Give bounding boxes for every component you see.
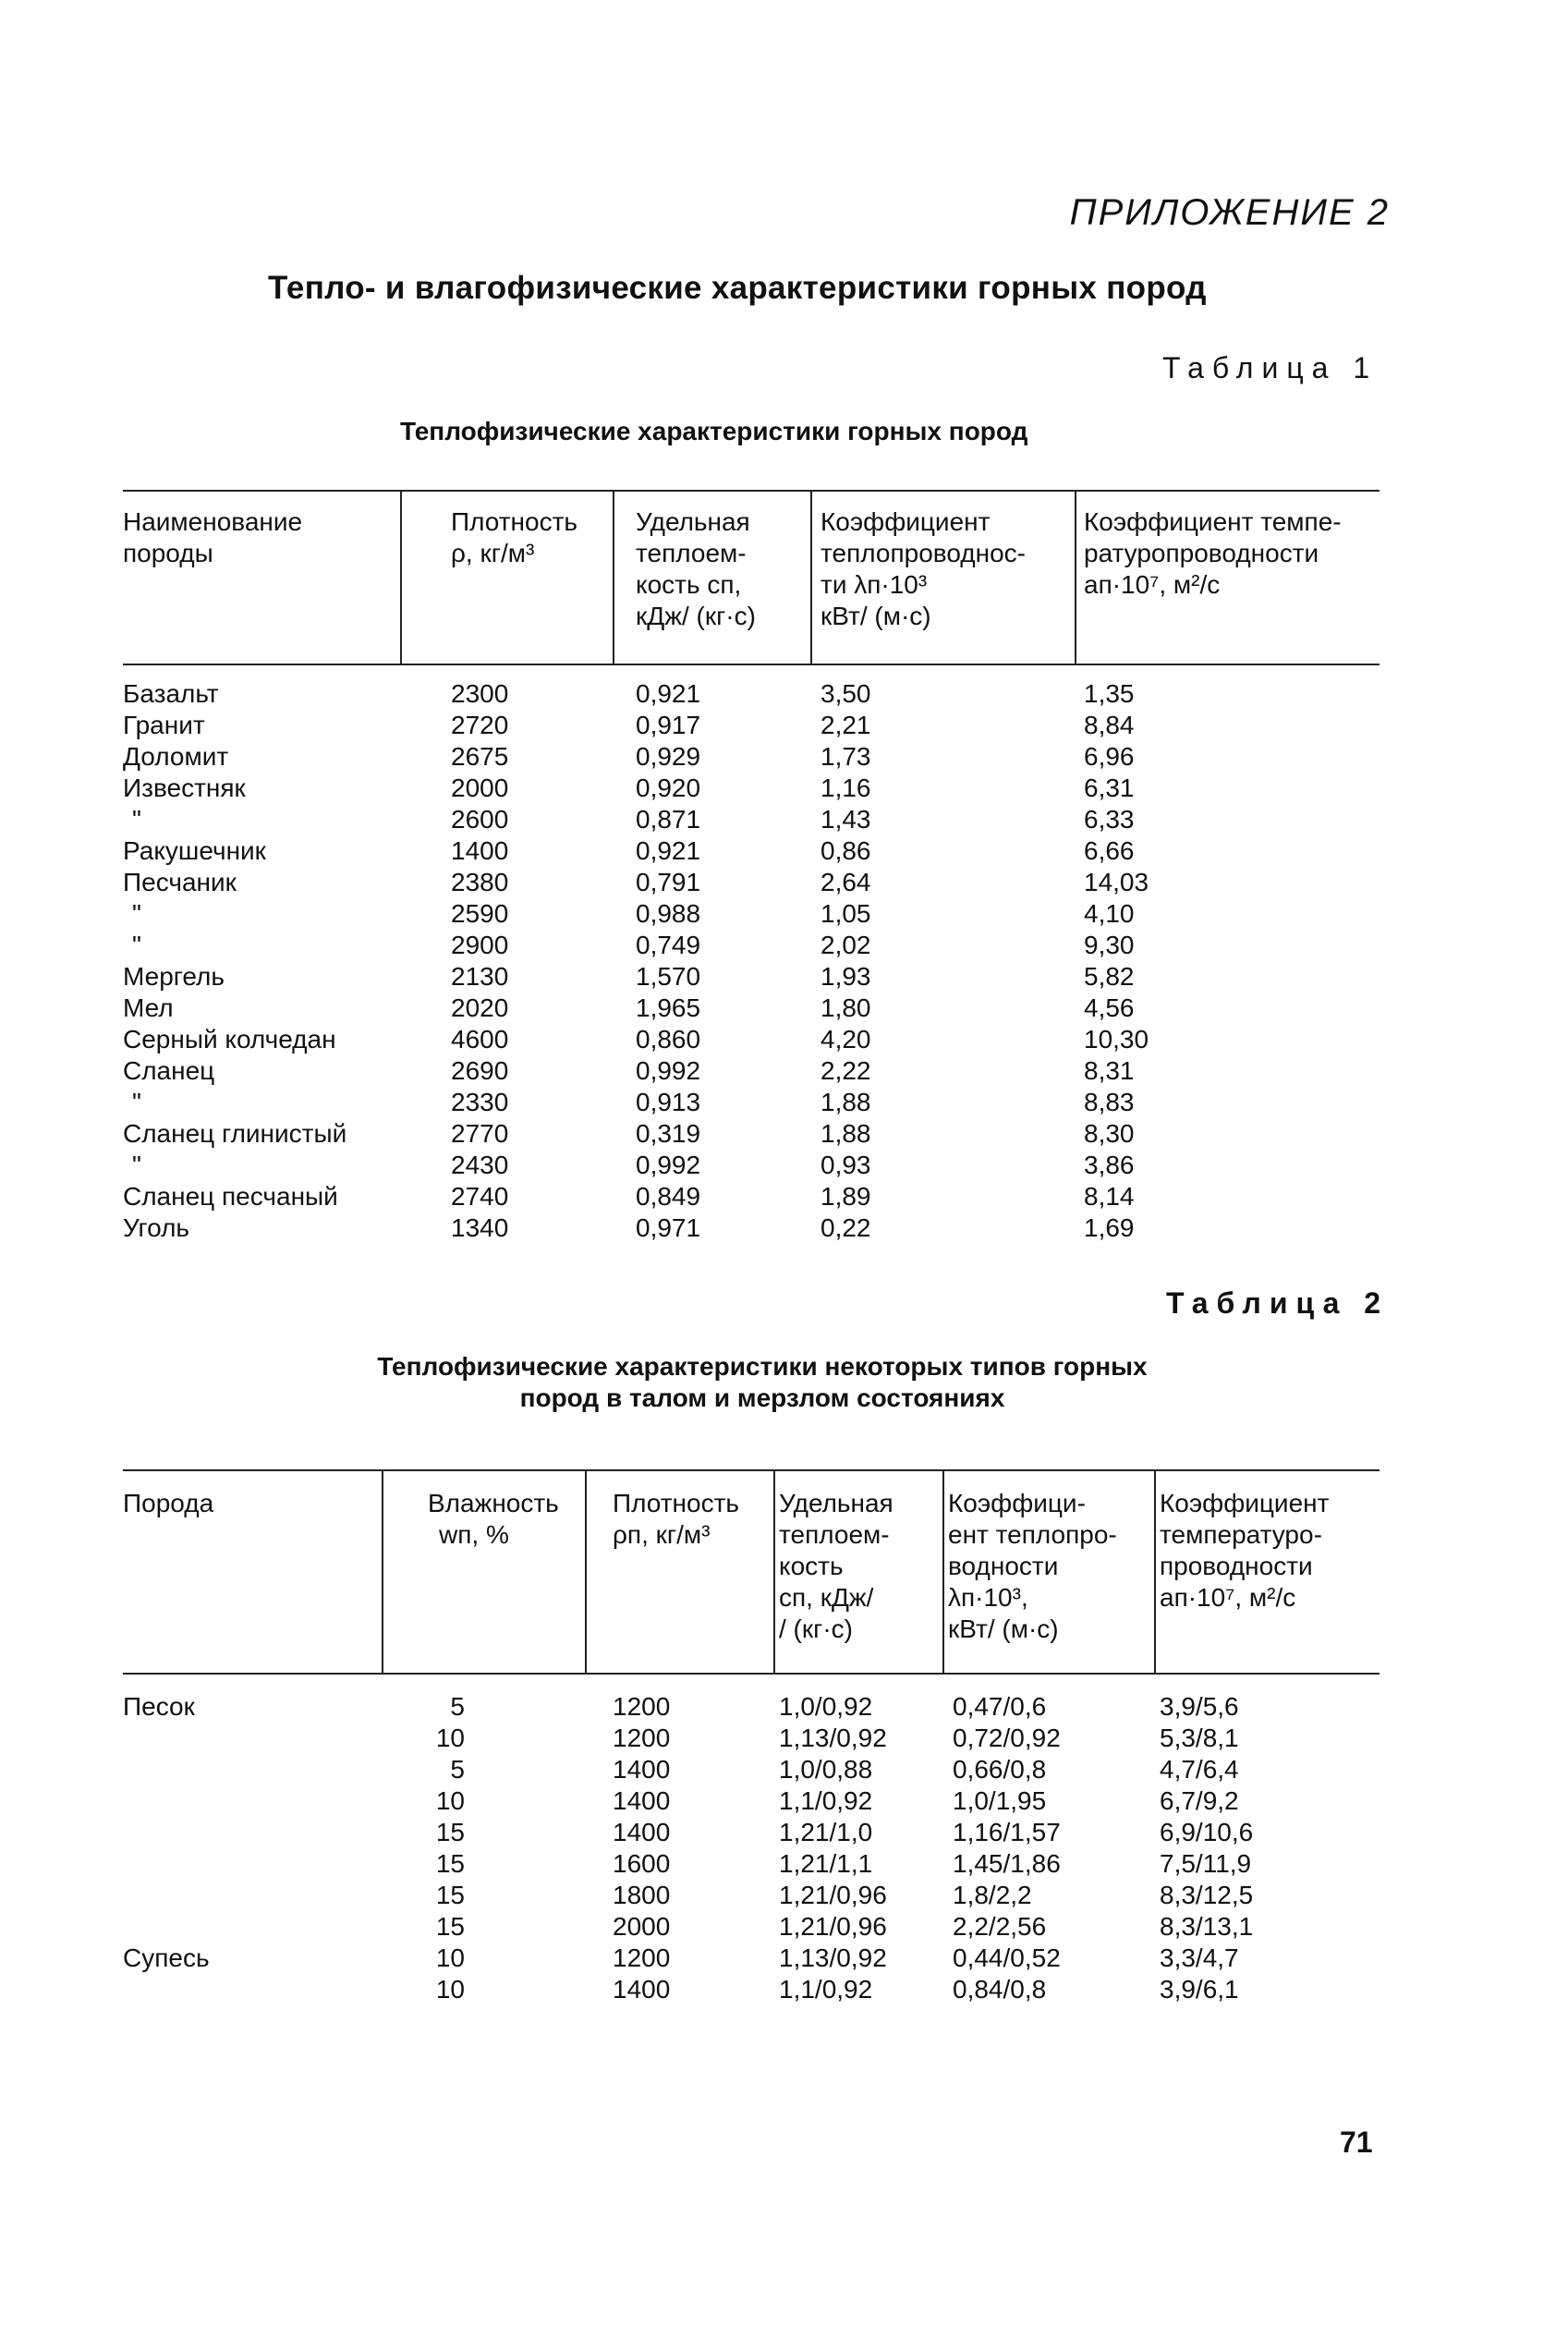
table-cell: Сланец [123, 1056, 215, 1085]
table-cell: 2590 [451, 899, 509, 928]
table1-col-divider [1075, 490, 1076, 664]
table-cell: Мергель [123, 962, 225, 991]
table-cell: 2,2/2,56 [953, 1912, 1047, 1941]
table-cell: 1400 [613, 1975, 671, 2004]
table-cell: 0,992 [636, 1151, 701, 1179]
table1-col-heat-capacity [636, 678, 700, 1244]
table-cell: 0,319 [636, 1119, 701, 1148]
table-cell: 4,7/6,4 [1160, 1755, 1239, 1784]
table2-header-diffusivity: Коэффициент температуро- проводности aп·10⁷, м²/с [1160, 1489, 1330, 1612]
table-cell: 6,96 [1084, 742, 1135, 771]
table1-header-conductivity: Коэффициент теплопроводнос- ти λп·10³ кВт/ (м·с) [820, 507, 1026, 630]
table-cell: 0,988 [636, 899, 701, 928]
table-cell: 1800 [613, 1881, 671, 1909]
table-cell: 8,14 [1084, 1182, 1135, 1211]
table-cell: 0,66/0,8 [953, 1755, 1047, 1784]
table-cell: 10,30 [1084, 1025, 1149, 1054]
table-cell: 8,3/12,5 [1160, 1881, 1254, 1909]
table-cell: 1,45/1,86 [953, 1849, 1061, 1878]
table2-col-divider [942, 1469, 944, 1673]
table-cell: 2,22 [820, 1056, 871, 1085]
table-cell: 3,9/6,1 [1160, 1975, 1239, 2004]
table-cell: 0,22 [820, 1213, 871, 1242]
table-cell: 2600 [451, 805, 509, 834]
table-cell: 2020 [451, 993, 509, 1022]
table-cell: 4,10 [1084, 899, 1135, 928]
table-cell: 0,992 [636, 1056, 701, 1085]
table-cell: 1,21/0,96 [779, 1912, 887, 1941]
table-cell: 5 [450, 1755, 465, 1784]
table2-col-conductivity [953, 1691, 1061, 2005]
table-cell: 2430 [451, 1151, 509, 1179]
table-cell [123, 1848, 210, 1880]
table-cell: 4,56 [1084, 993, 1135, 1022]
table-cell: 1,69 [1084, 1213, 1135, 1242]
table-cell: 1600 [613, 1849, 671, 1878]
table-cell: Ракушечник [123, 836, 266, 865]
table-cell: Доломит [123, 742, 229, 771]
table2-col-divider [1154, 1469, 1156, 1673]
table-cell: 8,84 [1084, 711, 1135, 739]
table2 [123, 1469, 1380, 2098]
table-cell: 0,913 [636, 1088, 701, 1116]
table-cell: 15 [435, 1881, 465, 1909]
table-cell: 5,82 [1084, 962, 1135, 991]
table-cell: 2300 [451, 679, 509, 708]
table-cell: 2000 [613, 1912, 671, 1941]
table1-header-heat-capacity: Удельная теплоем- кость cп, кДж/ (кг·с) [636, 507, 756, 630]
table-cell: 7,5/11,9 [1160, 1849, 1252, 1878]
table-cell: 8,31 [1084, 1056, 1135, 1085]
table-cell [123, 1754, 210, 1785]
table-cell: 0,791 [636, 868, 701, 896]
table-cell: 1,13/0,92 [779, 1943, 887, 1972]
table-cell: 3,3/4,7 [1160, 1943, 1239, 1972]
table-cell: 0,93 [820, 1151, 871, 1179]
table-cell: 1,16/1,57 [953, 1818, 1061, 1846]
table-cell: 1,570 [636, 962, 701, 991]
table-cell: Песок [123, 1692, 195, 1721]
table-cell: Сланец глинистый [123, 1119, 347, 1148]
table1-header-name: Наименование породы [123, 507, 303, 567]
table-cell: " [132, 899, 141, 928]
table-cell: Уголь [123, 1213, 190, 1242]
table2-col-divider [585, 1469, 587, 1673]
table-cell: 2,64 [820, 868, 871, 896]
table-cell: 1,88 [820, 1119, 871, 1148]
table-cell: 3,50 [820, 679, 871, 708]
table-cell: 2740 [451, 1182, 509, 1211]
table1-col-conductivity [820, 678, 871, 1244]
table1-col-diffusivity [1084, 678, 1149, 1244]
table-cell: Супесь [123, 1943, 210, 1972]
table-cell: 10 [435, 1975, 465, 2004]
table-cell: 0,84/0,8 [953, 1975, 1047, 2004]
table-cell: 1,16 [820, 774, 871, 802]
table-cell: 0,72/0,92 [953, 1724, 1061, 1752]
table1-header-rule [123, 664, 1380, 665]
table2-header-rule [123, 1673, 1380, 1675]
table-cell: 1,1/0,92 [779, 1975, 873, 2004]
table-cell: Песчаник [123, 868, 237, 896]
table-cell: 6,9/10,6 [1160, 1818, 1254, 1846]
table1-header-density: Плотность ρ, кг/м³ [451, 507, 578, 567]
table-cell: 10 [435, 1943, 465, 1972]
table-cell: 1,43 [820, 805, 871, 834]
table-cell: 1,21/0,96 [779, 1881, 887, 1909]
table-cell: Серный колчедан [123, 1025, 336, 1054]
table-cell: 2690 [451, 1056, 509, 1085]
table1-col-divider [810, 490, 812, 664]
table-cell: 5 [450, 1692, 465, 1721]
table-cell: 2720 [451, 711, 509, 739]
table-cell: 6,66 [1084, 836, 1135, 865]
table-cell: 8,83 [1084, 1088, 1135, 1116]
table1-col-divider [613, 490, 614, 664]
table-cell: 1,1/0,92 [779, 1786, 873, 1815]
table2-caption: Теплофизические характеристики некоторых типов горных пород в талом и мерзлом состояниях [377, 1352, 1148, 1412]
table-cell: 9,30 [1084, 931, 1135, 959]
table2-col-density [613, 1691, 670, 2005]
table1-col-name [123, 678, 346, 1244]
table-cell: 2,02 [820, 931, 871, 959]
table-cell: 1,8/2,2 [953, 1881, 1032, 1909]
table2-header-moisture: Влажность wп, % [428, 1489, 559, 1549]
table-cell: Известняк [123, 774, 246, 802]
table2-col-divider [382, 1469, 383, 1673]
table-cell: 1,88 [820, 1088, 871, 1116]
table1-col-density [451, 678, 508, 1244]
table2-col-moisture [400, 1691, 465, 2005]
table-cell: 2380 [451, 868, 509, 896]
table-cell: 2130 [451, 962, 509, 991]
table-cell: 8,3/13,1 [1160, 1912, 1254, 1941]
table-cell: 1,21/1,0 [779, 1818, 873, 1846]
table-cell: 15 [435, 1912, 465, 1941]
table-cell: 0,921 [636, 679, 701, 708]
table-cell: 2675 [451, 742, 509, 771]
table-cell: 0,749 [636, 931, 701, 959]
table-cell: 1,21/1,1 [779, 1849, 873, 1878]
appendix-label: ПРИЛОЖЕНИЕ 2 [1069, 192, 1390, 233]
table-cell: Базальт [123, 679, 219, 708]
table-cell: 2900 [451, 931, 509, 959]
table-cell: 6,7/9,2 [1160, 1786, 1239, 1815]
table-cell: 0,44/0,52 [953, 1943, 1061, 1972]
table-cell: 0,86 [820, 836, 871, 865]
table-cell: 10 [435, 1786, 465, 1815]
table-cell: 1,89 [820, 1182, 871, 1211]
table-cell: 4600 [451, 1025, 509, 1054]
table2-col-diffusivity [1160, 1691, 1253, 2005]
table-cell: 0,849 [636, 1182, 701, 1211]
table-cell: 0,971 [636, 1213, 701, 1242]
table2-col-divider [773, 1469, 775, 1673]
table2-header-density: Плотность ρп, кг/м³ [613, 1489, 740, 1549]
table2-col-rock [123, 1691, 210, 2005]
table-cell: 1,35 [1084, 679, 1135, 708]
table1-col-divider [400, 490, 402, 664]
table-cell: 2330 [451, 1088, 509, 1116]
table-cell: 1,0/0,92 [779, 1692, 873, 1721]
table-cell: 1,0/1,95 [953, 1786, 1047, 1815]
table-cell: " [132, 931, 141, 959]
table-cell: 0,871 [636, 805, 701, 834]
table2-top-rule [123, 1469, 1380, 1471]
table-cell: 4,20 [820, 1025, 871, 1054]
table-cell: Мел [123, 993, 174, 1022]
table-cell: 0,47/0,6 [953, 1692, 1047, 1721]
table-cell: 1340 [451, 1213, 509, 1242]
table-cell: 2000 [451, 774, 509, 802]
table-cell: 0,929 [636, 742, 701, 771]
table-cell: 8,30 [1084, 1119, 1135, 1148]
page-title: Тепло- и влагофизические характеристики горных пород [268, 270, 1207, 306]
table-cell: 3,9/5,6 [1160, 1692, 1239, 1721]
table-cell: 1,80 [820, 993, 871, 1022]
table2-header-conductivity: Коэффици- ент теплопро- водности λп·10³, кВт/ (м·с) [948, 1489, 1117, 1643]
table-cell: 6,31 [1084, 774, 1135, 802]
table-cell [123, 1817, 210, 1848]
table-cell: 1400 [613, 1818, 671, 1846]
table-cell: " [132, 1088, 141, 1116]
table-cell: 2,21 [820, 711, 871, 739]
table-cell: 1400 [613, 1786, 671, 1815]
table-cell: 1,13/0,92 [779, 1724, 887, 1752]
table-cell: 0,921 [636, 836, 701, 865]
table-cell: " [132, 805, 141, 834]
table-cell: 1400 [613, 1755, 671, 1784]
table1-caption: Теплофизические характеристики горных пород [400, 417, 1028, 445]
table1-top-rule [123, 490, 1380, 492]
table-cell: 1200 [613, 1724, 671, 1752]
table-cell: 3,86 [1084, 1151, 1135, 1179]
table-cell: 1,73 [820, 742, 871, 771]
table-cell: 1200 [613, 1943, 671, 1972]
table-cell: 1,0/0,88 [779, 1755, 873, 1784]
table-cell: 2770 [451, 1119, 509, 1148]
table-cell: 0,920 [636, 774, 701, 802]
page-number: 71 [1340, 2126, 1373, 2159]
table1 [123, 490, 1380, 1248]
table2-header-rock: Порода [123, 1489, 214, 1517]
table2-col-heat-capacity [779, 1691, 887, 2005]
table-cell: 1,05 [820, 899, 871, 928]
table-cell: 1200 [613, 1692, 671, 1721]
table-cell: 15 [435, 1818, 465, 1846]
table1-header-diffusivity: Коэффициент темпе- ратуропроводности aп·10⁷, м²/с [1084, 507, 1342, 599]
table1-label: Таблица 1 [1162, 351, 1379, 384]
table-cell: 14,03 [1084, 868, 1149, 896]
table-cell: 0,917 [636, 711, 701, 739]
table-cell: Гранит [123, 711, 205, 739]
table2-header-heat-capacity: Удельная теплоем- кость cп, кДж/ / (кг·с) [779, 1489, 893, 1643]
table-cell: 5,3/8,1 [1160, 1724, 1239, 1752]
table-cell: 1,93 [820, 962, 871, 991]
table-cell [123, 1911, 210, 1943]
table-cell: 6,33 [1084, 805, 1135, 834]
table2-label: Таблица 2 [1166, 1286, 1390, 1320]
table-cell [123, 1723, 210, 1754]
table-cell: 0,860 [636, 1025, 701, 1054]
table-cell: " [132, 1151, 141, 1179]
table-cell [123, 1974, 210, 2005]
table-cell: 1,965 [636, 993, 701, 1022]
table-cell: Сланец песчаный [123, 1182, 338, 1211]
table-cell [123, 1880, 210, 1911]
table-cell: 15 [435, 1849, 465, 1878]
table-cell [123, 1785, 210, 1817]
table-cell: 10 [435, 1724, 465, 1752]
table-cell: 1400 [451, 836, 509, 865]
